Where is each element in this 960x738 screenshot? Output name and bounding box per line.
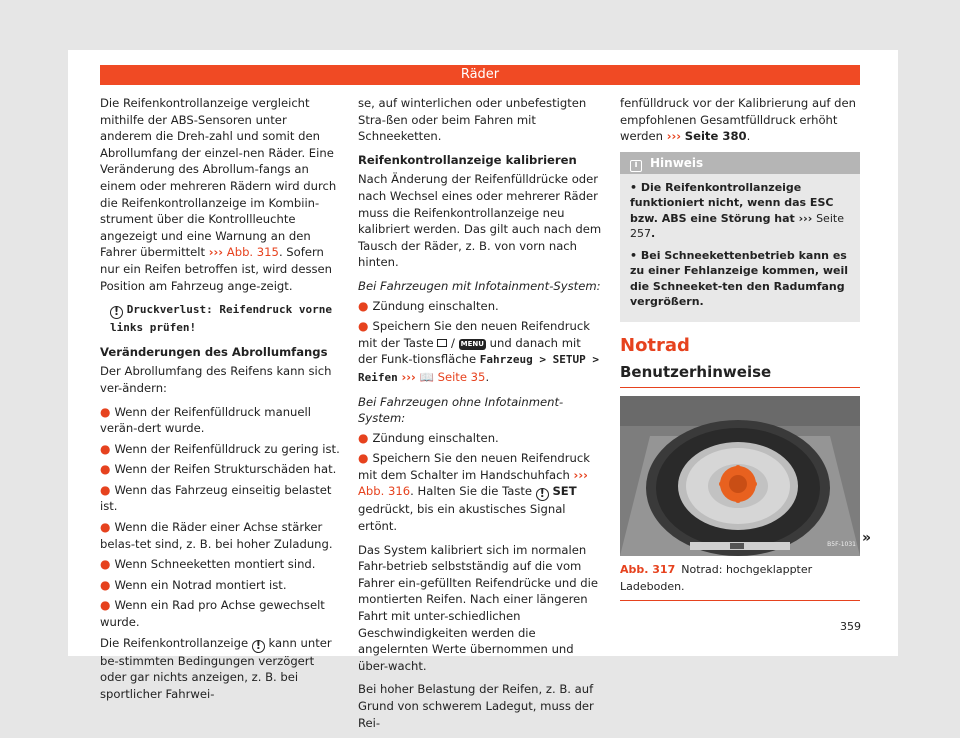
ref-arrow: ››› <box>401 369 416 384</box>
note-header: i Hinweis <box>620 152 860 174</box>
paragraph: Bei hoher Belastung der Reifen, z. B. auf Grund von schwerem Ladegut, muss der Rei- <box>358 682 594 730</box>
bullet-icon: ● <box>100 598 111 613</box>
paragraph: fenfülldruck vor der Kalibrierung auf den empfohlenen Gesamtfülldruck erhöht werden ››› Seite 380. <box>620 96 857 144</box>
link-seite-35[interactable]: Seite 35 <box>437 369 486 384</box>
chapter-header: Räder <box>100 65 860 85</box>
section-title: Notrad <box>620 334 690 356</box>
bullet-icon: ● <box>100 557 111 572</box>
list-item: ● Speichern Sie den neuen Reifendruck mit dem Schalter im Handschuhfach ››› Abb. 316. Halten Sie die Taste ! SET gedrückt, bis ein akustisches Signal ertönt. <box>358 451 590 534</box>
column-2 <box>358 95 602 738</box>
link-seite-257[interactable]: Seite 257 <box>630 211 844 241</box>
bullet-icon: ● <box>100 520 111 535</box>
ref-arrow: ››› <box>573 467 588 482</box>
page-number: 359 <box>840 620 861 633</box>
paragraph: Das System kalibriert sich im normalen Fahr-betrieb selbstständig auf die vom Fahrer ein-gefüllten Reifendrücke und die montierten Reifen. Nach einer längeren Fahrt mit unter-schiedlichen Geschwindigkeiten werden die angelernten Werte übernommen und über-wacht. <box>358 542 598 673</box>
column-1 <box>100 95 340 709</box>
warning-message: ! Druckverlust: Reifendruck vorne links prüfen! <box>110 303 332 335</box>
list-item: ● Zündung einschalten. <box>358 298 499 313</box>
set-button-label: SET <box>552 484 577 499</box>
note-box <box>620 152 860 322</box>
list-item: ● Wenn ein Notrad montiert ist. <box>100 577 287 592</box>
note-body <box>620 174 860 322</box>
tire-pressure-warning-icon: ! <box>536 488 549 501</box>
list-item: ● Wenn ein Rad pro Achse gewechselt wurde. <box>100 598 325 630</box>
list-item: ● Wenn der Reifenfülldruck manuell verän-dert wurde. <box>100 404 311 436</box>
paragraph: Die Reifenkontrollanzeige ! kann unter be-stimmten Bedingungen verzögert oder gar nichts anzeigen, z. B. bei sportlicher Fahrwei- <box>100 635 332 701</box>
bullet-icon: ● <box>100 462 111 477</box>
bullet-icon: ● <box>358 451 369 466</box>
spare-wheel-figure <box>620 396 860 556</box>
subsection-title: Benutzerhinweise <box>620 364 860 388</box>
tire-pressure-warning-icon: ! <box>110 306 123 319</box>
note-item: • Die Reifenkontrollanzeige funktioniert nicht, wenn das ESC bzw. ABS eine Störung hat ››› Seite 257. <box>630 180 844 241</box>
bullet-icon: ● <box>358 319 369 334</box>
ref-arrow: ››› <box>208 245 224 260</box>
bullet-icon: ● <box>358 298 369 313</box>
paragraph: se, auf winterlichen oder unbefestigten Stra-ßen oder beim Fahren mit Schneeketten. <box>358 96 587 144</box>
figure-caption: Abb. 317 Notrad: hochgeklappter Ladeboden. <box>620 556 860 601</box>
italic-subheading: Bei Fahrzeugen mit Infotainment-System: <box>358 278 601 293</box>
list-item: ● Wenn der Reifen Strukturschäden hat. <box>100 462 337 477</box>
continue-marker: » <box>862 530 872 546</box>
bullet-icon: ● <box>358 430 369 445</box>
bullet-list <box>100 404 340 631</box>
paragraph: Der Abrollumfang des Reifens kann sich ver-ändern: <box>100 364 332 395</box>
tire-pressure-warning-icon: ! <box>252 640 265 653</box>
section-heading: Reifenkontrollanzeige kalibrieren <box>358 152 577 167</box>
paragraph: Die Reifenkontrollanzeige vergleicht mithilfe der ABS-Sensoren unter anderem die Dreh-zahl und somit den Abrollumfang der einzel-nen Räder. Eine Veränderung des Abrollum-fangs an einem oder mehreren Rädern wird durch die Reifenkontrollanzeige im Kombiin-strument über die Kontrollleuchte angezeigt und eine Warnung an den Fahrer übermittelt ››› Abb. 315. Sofern nur ein Reifen betroffen ist, wird dessen Position am Fahrzeug ange-zeigt. <box>100 96 337 293</box>
figure-code: B5F-1031 <box>827 541 856 549</box>
italic-subheading: Bei Fahrzeugen ohne Infotainment-System: <box>358 394 564 426</box>
list-item: ● Wenn Schneeketten montiert sind. <box>100 557 316 572</box>
section-heading: Veränderungen des Abrollumfangs <box>100 344 328 359</box>
bullet-icon: ● <box>100 577 111 592</box>
info-icon: i <box>630 160 642 172</box>
spare-wheel-illustration <box>620 396 860 556</box>
list-item: ● Wenn das Fahrzeug einseitig belastet ist. <box>100 482 332 514</box>
grid-menu-icon <box>437 339 447 347</box>
bullet-icon: ● <box>100 441 111 456</box>
list-item: ● Speichern Sie den neuen Reifendruck mit der Taste / MENU und danach mit der Funk-tionsfläche Fahrzeug > SETUP > Reifen ››› 📖 Seite 35. <box>358 319 599 384</box>
link-abb-316[interactable]: Abb. 316 <box>358 484 411 499</box>
list-item: ● Wenn die Räder einer Achse stärker belas-tet sind, z. B. bei hoher Zuladung. <box>100 520 333 551</box>
link-seite-380[interactable]: Seite 380 <box>684 129 747 144</box>
menu-button-icon: MENU <box>460 339 484 348</box>
list-item: ● Wenn der Reifenfülldruck zu gering ist. <box>100 441 340 456</box>
paragraph: Nach Änderung der Reifenfülldrücke oder nach Wechsel eines oder mehrerer Räder muss die Reifenkontrollanzeige neu kalibriert werden. Das gilt auch nach dem Tausch der Räder, z. B. von vorn nach hinten. <box>358 172 602 270</box>
column-3 <box>620 95 860 601</box>
link-abb-315[interactable]: Abb. 315 <box>226 245 279 260</box>
list-item: ● Zündung einschalten. <box>358 430 499 445</box>
ref-arrow: ››› <box>666 129 682 144</box>
note-item: • Bei Schneekettenbetrieb kann es zu einer Fehlanzeige kommen, weil die Schneeket-ten den Radumfang vergrößern. <box>630 248 848 309</box>
bullet-icon: ● <box>100 482 111 497</box>
bullet-icon: ● <box>100 404 111 419</box>
book-link-icon: 📖 <box>419 369 434 384</box>
